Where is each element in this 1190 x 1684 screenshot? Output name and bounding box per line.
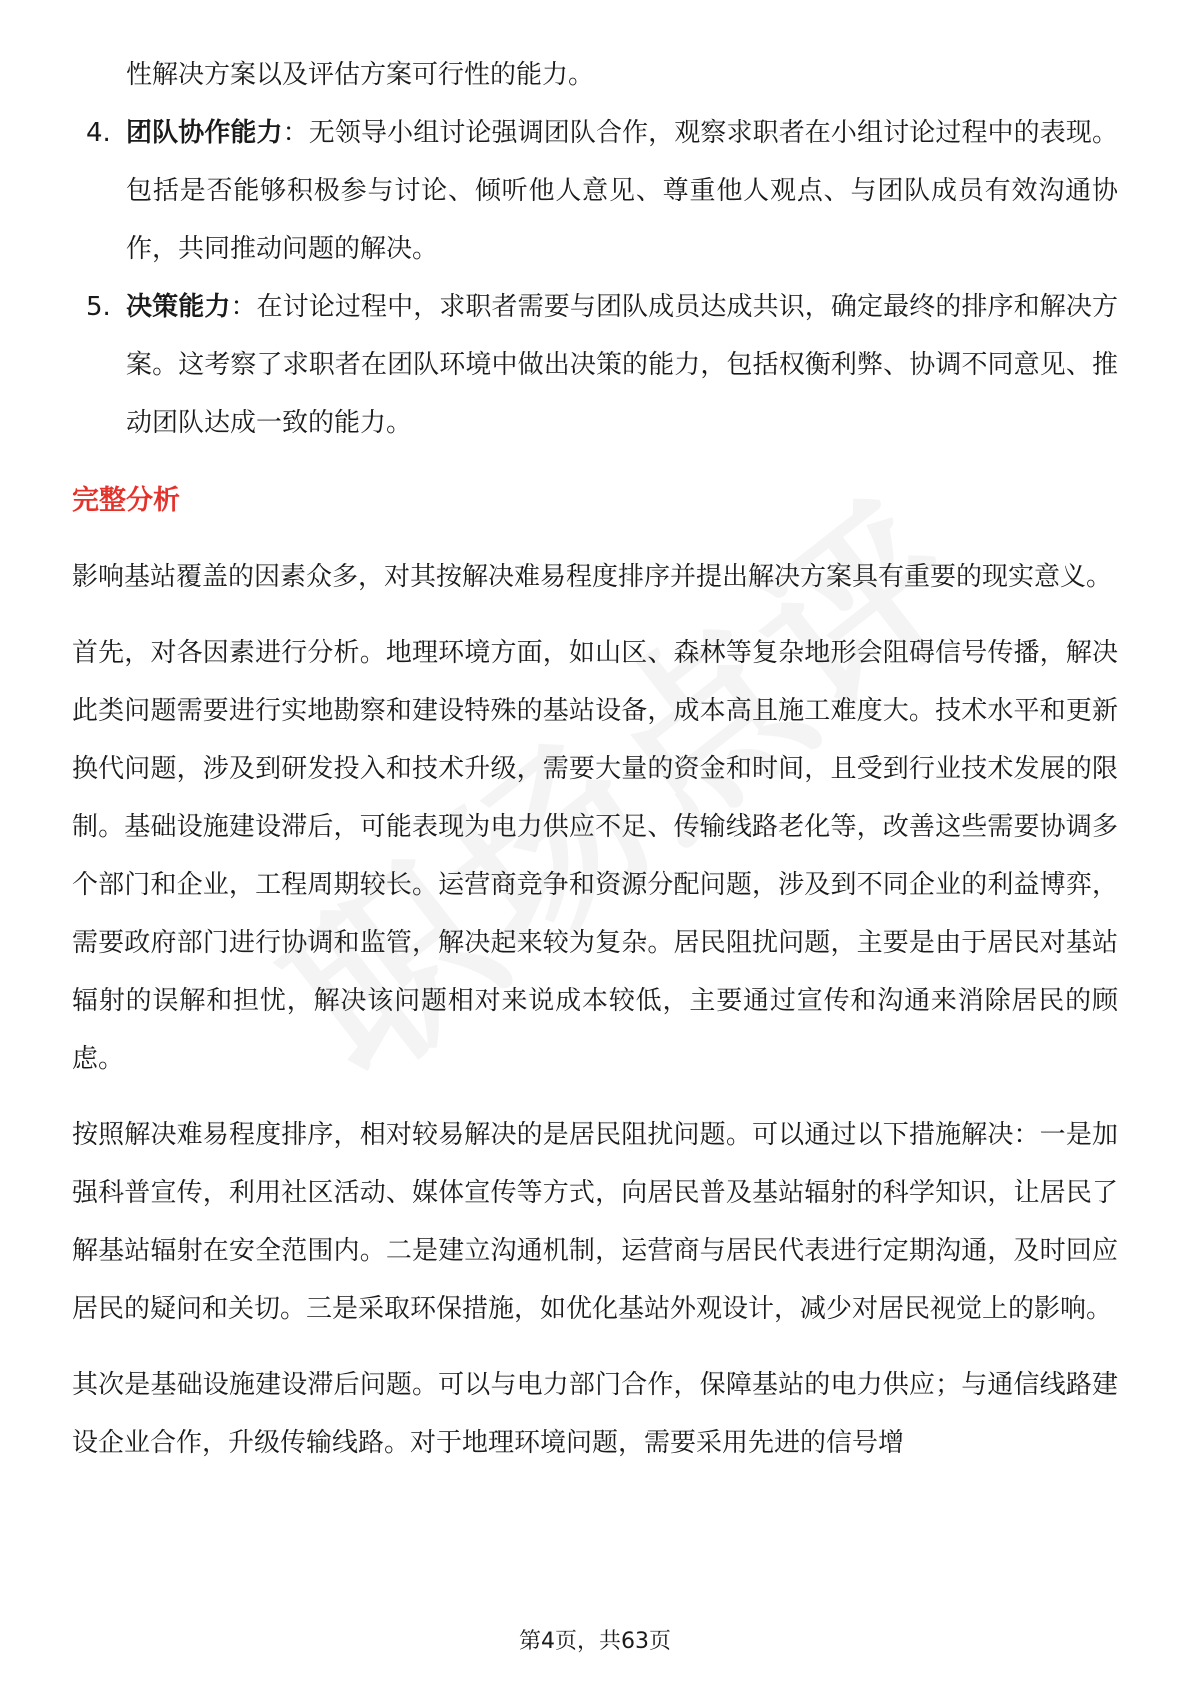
- list-item: [72, 278, 1118, 452]
- list-item-title: 决策能力: [126, 292, 231, 322]
- list-item-body: [126, 278, 1118, 452]
- list-item-title: 团队协作能力: [126, 118, 283, 148]
- paragraph: 首先，对各因素进行分析。地理环境方面，如山区、森林等复杂地形会阻碍信号传播，解决此类问题需要进行实地勘察和建设特殊的基站设备，成本高且施工难度大。技术水平和更新换代问题，涉及到研发投入和技术升级，需要大量的资金和时间，且受到行业技术发展的限制。基础设施建设滞后，可能表现为电力供应不足、传输线路老化等，改善这些需要协调多个部门和企业，工程周期较长。运营商竞争和资源分配问题，涉及到不同企业的利益博弈，需要政府部门进行协调和监管，解决起来较为复杂。居民阻扰问题，主要是由于居民对基站辐射的误解和担忧，解决该问题相对来说成本较低，主要通过宣传和沟通来消除居民的顾虑。: [72, 638, 1118, 1074]
- section-heading: 完整分析: [72, 485, 180, 516]
- paragraph: 按照解决难易程度排序，相对较易解决的是居民阻扰问题。可以通过以下措施解决：一是加强科普宣传，利用社区活动、媒体宣传等方式，向居民普及基站辐射的科学知识，让居民了解基站辐射在安全范围内。二是建立沟通机制，运营商与居民代表进行定期沟通，及时回应居民的疑问和关切。三是采取环保措施，如优化基站外观设计，减少对居民视觉上的影响。: [72, 1120, 1118, 1324]
- page-content: [72, 46, 1118, 1490]
- list-item-text: ：在讨论过程中，求职者需要与团队成员达成共识，确定最终的排序和解决方案。这考察了求职者在团队环境中做出决策的能力，包括权衡利弊、协调不同意见、推动团队达成一致的能力。: [126, 292, 1118, 438]
- list-item-body: [126, 104, 1118, 278]
- list-item-text: ：无领导小组讨论强调团队合作，观察求职者在小组讨论过程中的表现。包括是否能够积极参与讨论、倾听他人意见、尊重他人观点、与团队成员有效沟通协作，共同推动问题的解决。: [126, 118, 1118, 264]
- list-number: 4.: [86, 118, 111, 148]
- list-number: 5.: [86, 292, 111, 322]
- continued-list-text: 性解决方案以及评估方案可行性的能力。: [126, 60, 595, 90]
- page-number-footer: 第4页，共63页: [519, 1629, 671, 1654]
- list-item: [72, 104, 1118, 278]
- paragraph: 影响基站覆盖的因素众多，对其按解决难易程度排序并提出解决方案具有重要的现实意义。: [72, 562, 1113, 592]
- paragraph: 其次是基础设施建设滞后问题。可以与电力部门合作，保障基站的电力供应；与通信线路建设企业合作，升级传输线路。对于地理环境问题，需要采用先进的信号增: [72, 1370, 1118, 1458]
